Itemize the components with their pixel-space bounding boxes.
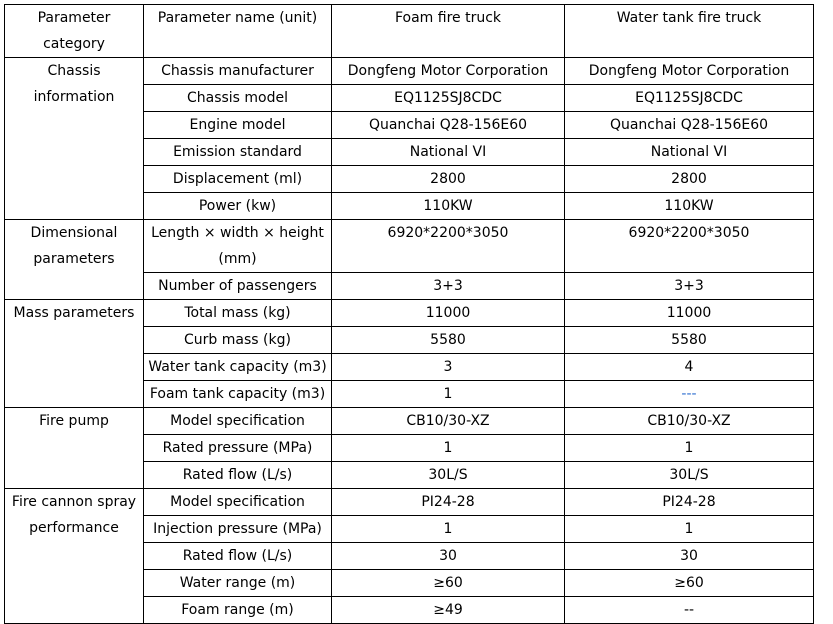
- parameter-name-cell: Injection pressure (MPa): [144, 516, 332, 543]
- foam-value-cell: 1: [332, 435, 565, 462]
- water-value-cell: ≥60: [565, 570, 814, 597]
- foam-value-cell: PI24-28: [332, 489, 565, 516]
- header-parameter-name: Parameter name (unit): [144, 5, 332, 58]
- parameter-name-cell: Total mass (kg): [144, 300, 332, 327]
- foam-value-cell: CB10/30-XZ: [332, 408, 565, 435]
- water-value-cell: 110KW: [565, 193, 814, 220]
- water-value-cell: ---: [565, 381, 814, 408]
- foam-value-cell: 3: [332, 354, 565, 381]
- header-water-tank-fire-truck: Water tank fire truck: [565, 5, 814, 58]
- water-value-cell: --: [565, 597, 814, 624]
- water-value-cell: 11000: [565, 300, 814, 327]
- table-row: [5, 58, 814, 85]
- water-value-cell: Dongfeng Motor Corporation: [565, 58, 814, 85]
- water-value-cell: 6920*2200*3050: [565, 220, 814, 273]
- parameter-name-cell: Length × width × height (mm): [144, 220, 332, 273]
- foam-value-cell: ≥49: [332, 597, 565, 624]
- water-value-cell: 30L/S: [565, 462, 814, 489]
- water-value-cell: PI24-28: [565, 489, 814, 516]
- parameter-name-cell: Displacement (ml): [144, 166, 332, 193]
- foam-value-cell: 110KW: [332, 193, 565, 220]
- parameter-name-cell: Engine model: [144, 112, 332, 139]
- parameter-name-cell: Model specification: [144, 408, 332, 435]
- parameter-name-cell: Foam tank capacity (m3): [144, 381, 332, 408]
- parameter-name-cell: Number of passengers: [144, 273, 332, 300]
- header-parameter-category: Parameter category: [5, 5, 144, 58]
- water-value-cell: Quanchai Q28-156E60: [565, 112, 814, 139]
- water-value-cell: CB10/30-XZ: [565, 408, 814, 435]
- category-cell: Fire cannon spray performance: [5, 489, 144, 624]
- parameter-name-cell: Curb mass (kg): [144, 327, 332, 354]
- water-value-cell: 2800: [565, 166, 814, 193]
- foam-value-cell: ≥60: [332, 570, 565, 597]
- parameter-name-cell: Emission standard: [144, 139, 332, 166]
- parameter-name-cell: Rated flow (L/s): [144, 543, 332, 570]
- spec-table: [4, 4, 814, 624]
- parameter-name-cell: Water range (m): [144, 570, 332, 597]
- parameter-name-cell: Foam range (m): [144, 597, 332, 624]
- foam-value-cell: 11000: [332, 300, 565, 327]
- foam-value-cell: 1: [332, 381, 565, 408]
- table-row: [5, 489, 814, 516]
- header-foam-fire-truck: Foam fire truck: [332, 5, 565, 58]
- foam-value-cell: 2800: [332, 166, 565, 193]
- category-cell: Dimensional parameters: [5, 220, 144, 300]
- foam-value-cell: 3+3: [332, 273, 565, 300]
- category-cell: Mass parameters: [5, 300, 144, 408]
- parameter-name-cell: Chassis manufacturer: [144, 58, 332, 85]
- table-row: [5, 408, 814, 435]
- water-value-cell: 5580: [565, 327, 814, 354]
- table-row: [5, 220, 814, 273]
- foam-value-cell: 30: [332, 543, 565, 570]
- parameter-name-cell: Water tank capacity (m3): [144, 354, 332, 381]
- foam-value-cell: National VI: [332, 139, 565, 166]
- parameter-name-cell: Rated flow (L/s): [144, 462, 332, 489]
- water-value-cell: 30: [565, 543, 814, 570]
- parameter-name-cell: Model specification: [144, 489, 332, 516]
- header-row: [5, 5, 814, 58]
- table-body: [5, 58, 814, 624]
- parameter-name-cell: Power (kw): [144, 193, 332, 220]
- category-cell: Chassis information: [5, 58, 144, 220]
- foam-value-cell: 5580: [332, 327, 565, 354]
- water-value-cell: 1: [565, 435, 814, 462]
- foam-value-cell: 6920*2200*3050: [332, 220, 565, 273]
- category-cell: Fire pump: [5, 408, 144, 489]
- parameter-name-cell: Rated pressure (MPa): [144, 435, 332, 462]
- foam-value-cell: Dongfeng Motor Corporation: [332, 58, 565, 85]
- foam-value-cell: EQ1125SJ8CDC: [332, 85, 565, 112]
- water-value-cell: EQ1125SJ8CDC: [565, 85, 814, 112]
- parameter-name-cell: Chassis model: [144, 85, 332, 112]
- foam-value-cell: Quanchai Q28-156E60: [332, 112, 565, 139]
- foam-value-cell: 30L/S: [332, 462, 565, 489]
- water-value-cell: National VI: [565, 139, 814, 166]
- water-value-cell: 3+3: [565, 273, 814, 300]
- foam-value-cell: 1: [332, 516, 565, 543]
- water-value-cell: 1: [565, 516, 814, 543]
- water-value-cell: 4: [565, 354, 814, 381]
- table-row: [5, 300, 814, 327]
